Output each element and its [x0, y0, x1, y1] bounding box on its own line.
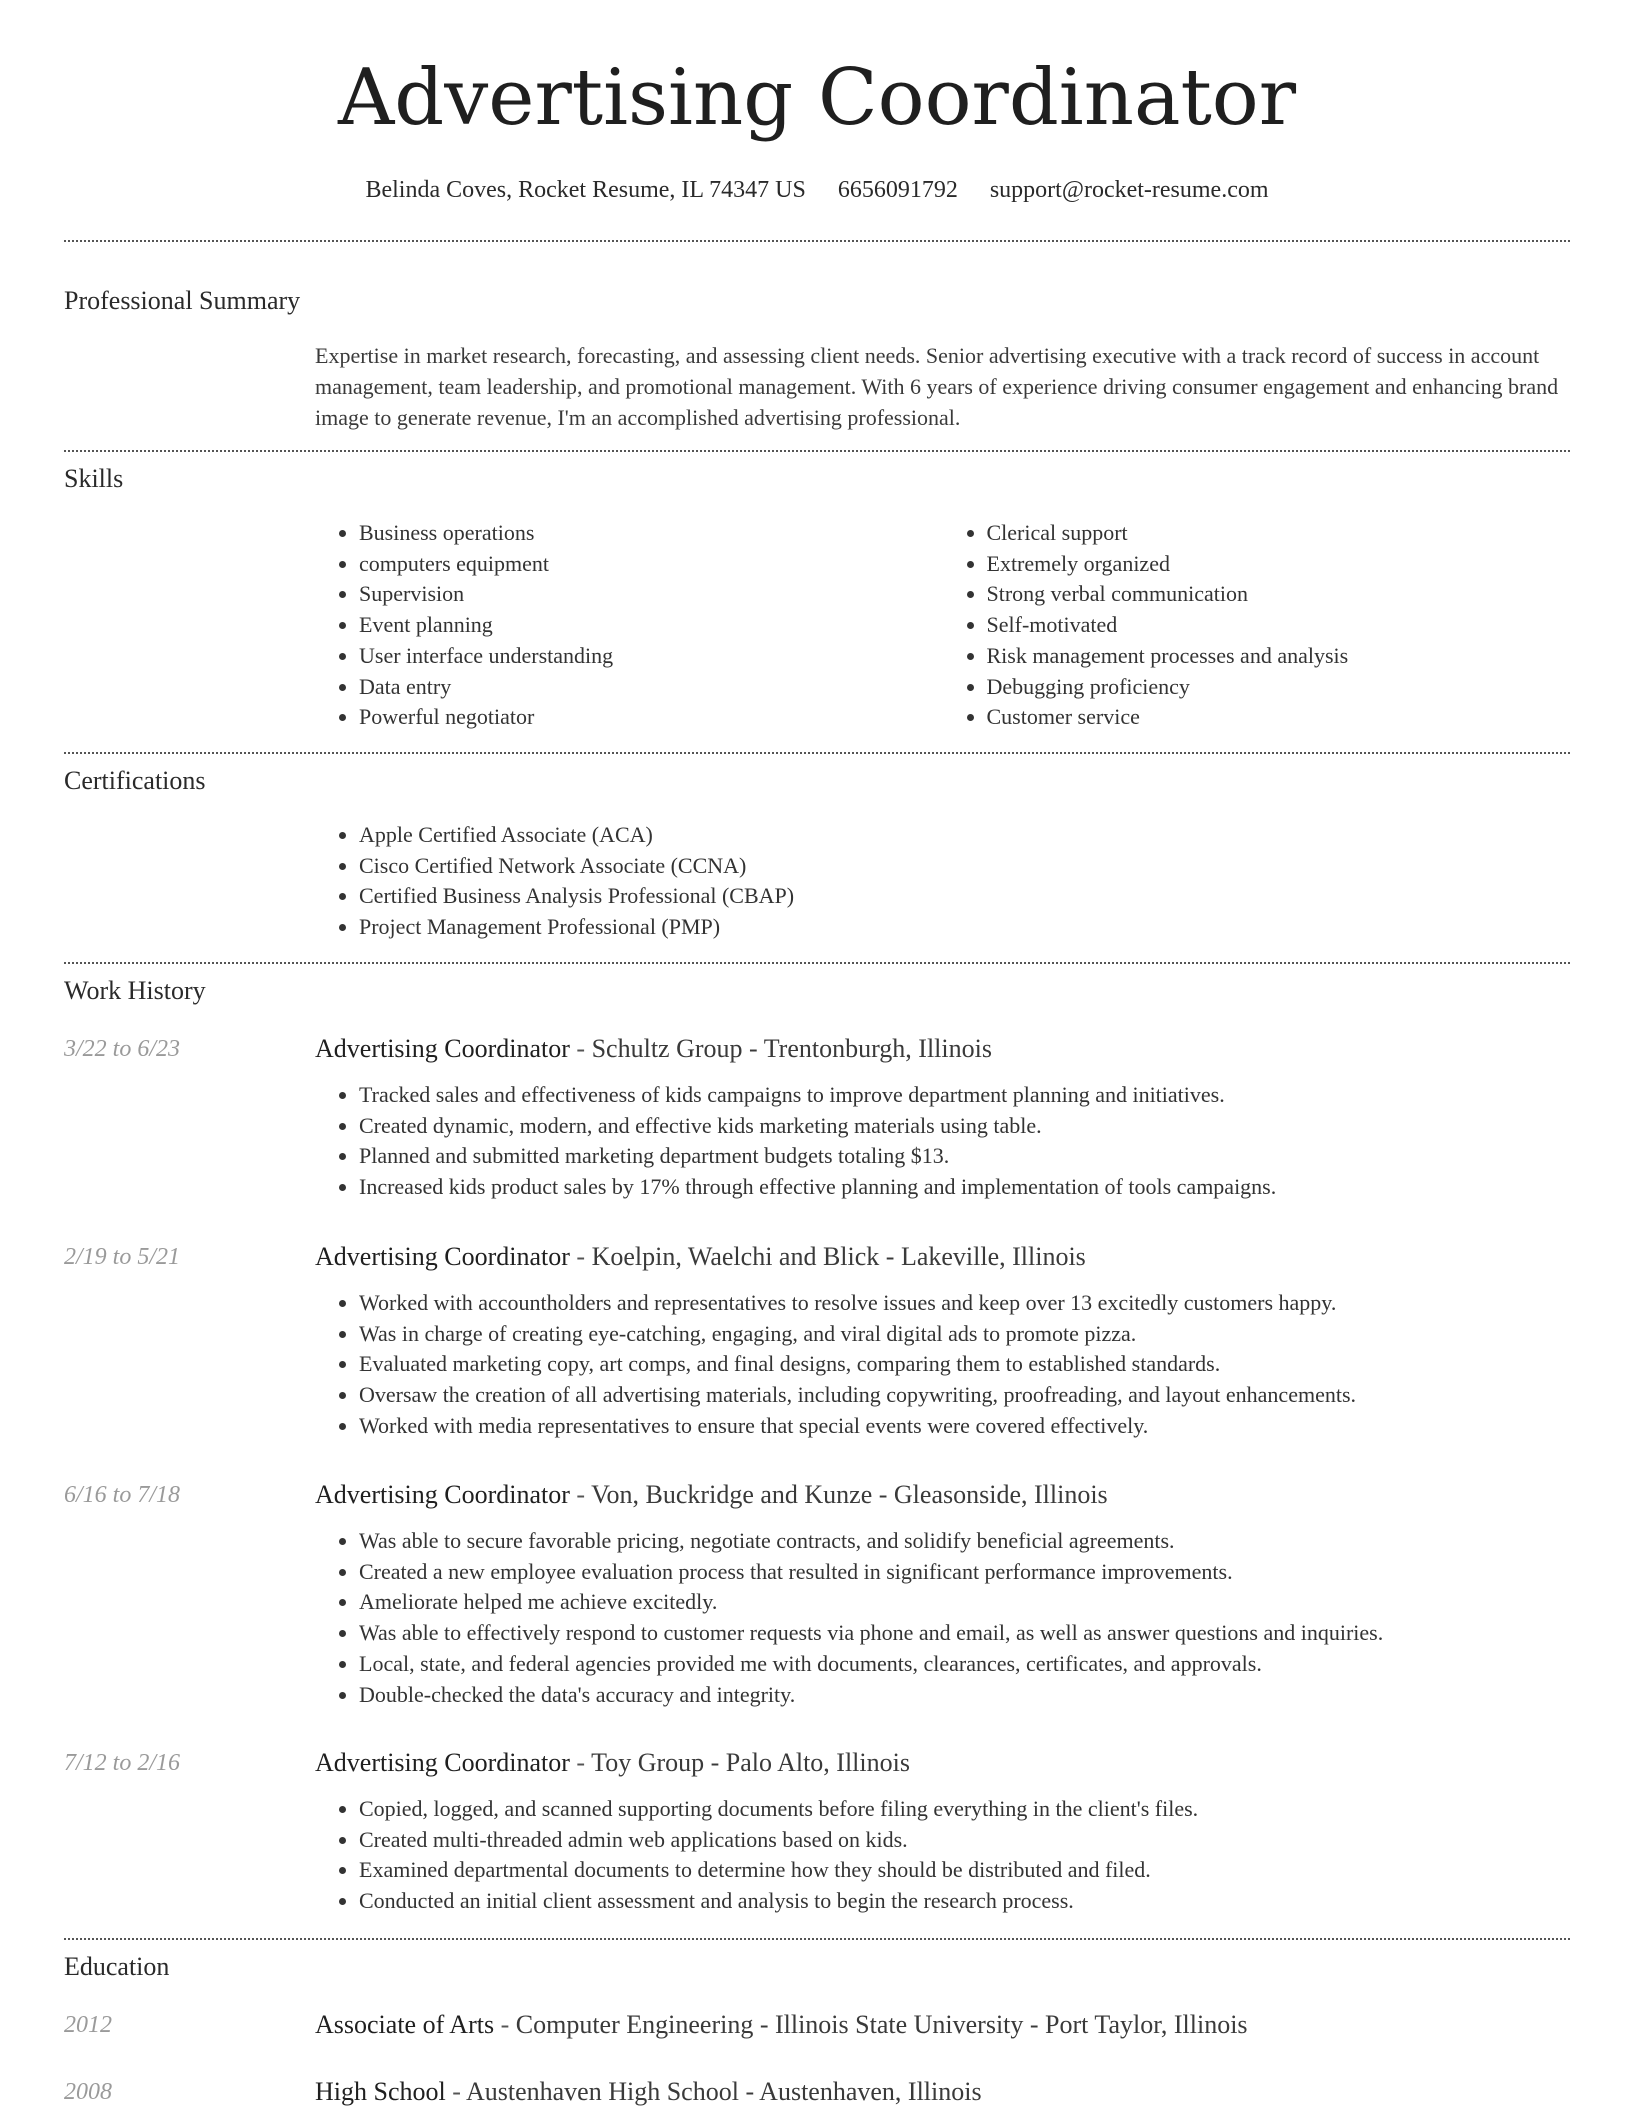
job-dates: 2/19 to 5/21 — [64, 1244, 181, 1270]
job-bullets — [315, 1288, 1570, 1442]
skill-item: • Supervision — [359, 579, 943, 610]
education-entry — [315, 2075, 1570, 2109]
divider — [64, 1938, 1570, 1940]
job-bullet: • Copied, logged, and scanned supporting documents before filing everything in the client's files. — [359, 1794, 1570, 1825]
job-separator: - — [576, 1480, 586, 1509]
work-history-heading: Work History — [64, 976, 206, 1005]
skill-item: • Event planning — [359, 610, 943, 641]
job-bullet: • Was able to effectively respond to customer requests via phone and email, as well as answer questions and inquiries. — [359, 1618, 1570, 1649]
divider — [64, 752, 1570, 754]
divider — [64, 962, 1570, 964]
job-title — [315, 1240, 1570, 1274]
skill-item: • Data entry — [359, 672, 943, 703]
job-separator: - — [576, 1242, 586, 1271]
certifications-list — [315, 820, 1570, 943]
job-bullet: • Worked with media representatives to ensure that special events were covered effectively. — [359, 1411, 1570, 1442]
skill-item: • Risk management processes and analysis — [987, 641, 1571, 672]
job-title — [315, 1478, 1570, 1512]
skill-item: • Clerical support — [987, 518, 1571, 549]
job-bullet: • Oversaw the creation of all advertising materials, including copywriting, proofreading, and layout enhancements. — [359, 1380, 1570, 1411]
certification-item: • Certified Business Analysis Professional (CBAP) — [359, 881, 1570, 912]
certification-item: • Apple Certified Associate (ACA) — [359, 820, 1570, 851]
contact-email: support@rocket-resume.com — [989, 177, 1269, 203]
job-bullets — [315, 1794, 1570, 1917]
job-entry — [315, 1032, 1570, 1203]
skill-item: • Powerful negotiator — [359, 702, 943, 733]
skills-heading: Skills — [64, 464, 124, 493]
job-bullet: • Ameliorate helped me achieve excitedly. — [359, 1587, 1570, 1618]
education-year: 2012 — [64, 2012, 112, 2038]
job-bullet: • Local, state, and federal agencies provided me with documents, clearances, certificates, and approvals. — [359, 1649, 1570, 1680]
skill-item: • Business operations — [359, 518, 943, 549]
job-bullet: • Worked with accountholders and representatives to resolve issues and keep over 13 excitedly customers happy. — [359, 1288, 1570, 1319]
education-degree: Associate of Arts — [315, 2010, 495, 2039]
divider — [64, 450, 1570, 452]
job-dates: 7/12 to 2/16 — [64, 1750, 181, 1776]
job-bullets — [315, 1526, 1570, 1710]
job-bullet: • Created multi-threaded admin web applications based on kids. — [359, 1825, 1570, 1856]
education-degree: High School — [315, 2077, 446, 2106]
summary-text: Expertise in market research, forecasting, and assessing client needs. Senior advertising executive with a track record of success in account management, team leadership, and promotional management. With 6 years of experience driving consumer engagement and enhancing brand image to generate revenue, I'm an accomplished advertising professional. — [315, 343, 1559, 430]
skills-list — [315, 518, 1570, 733]
job-bullet: • Tracked sales and effectiveness of kids campaigns to improve department planning and initiatives. — [359, 1080, 1570, 1111]
job-title — [315, 1746, 1570, 1780]
job-entry — [315, 1746, 1570, 1917]
job-bullet: • Conducted an initial client assessment and analysis to begin the research process. — [359, 1886, 1570, 1917]
education-heading: Education — [64, 1952, 170, 1981]
skills-column-left — [315, 518, 943, 733]
education-separator: - — [500, 2010, 510, 2039]
job-role: Advertising Coordinator — [315, 1242, 570, 1271]
job-details: Toy Group - Palo Alto, Illinois — [591, 1748, 910, 1777]
contact-line — [64, 170, 1570, 210]
divider — [64, 240, 1570, 242]
skill-item: • Strong verbal communication — [987, 579, 1571, 610]
job-bullet: • Evaluated marketing copy, art comps, and final designs, comparing them to established standards. — [359, 1349, 1570, 1380]
resume-title: Advertising Coordinator — [337, 53, 1297, 143]
job-role: Advertising Coordinator — [315, 1748, 570, 1777]
job-role: Advertising Coordinator — [315, 1480, 570, 1509]
summary-block — [315, 340, 1570, 433]
job-title — [315, 1032, 1570, 1066]
job-details: Schultz Group - Trentonburgh, Illinois — [591, 1034, 992, 1063]
skill-item: • User interface understanding — [359, 641, 943, 672]
certification-item: • Project Management Professional (PMP) — [359, 912, 1570, 943]
contact-address: Belinda Coves, Rocket Resume, IL 74347 US — [365, 177, 806, 203]
job-bullet: • Planned and submitted marketing department budgets totaling $13. — [359, 1141, 1570, 1172]
job-details: Von, Buckridge and Kunze - Gleasonside, Illinois — [591, 1480, 1108, 1509]
contact-phone: 6656091792 — [837, 177, 958, 203]
education-details: Austenhaven High School - Austenhaven, Illinois — [465, 2077, 982, 2106]
job-bullet: • Increased kids product sales by 17% through effective planning and implementation of tools campaigns. — [359, 1172, 1570, 1203]
job-separator: - — [576, 1034, 586, 1063]
education-title — [315, 2075, 1570, 2109]
education-title — [315, 2008, 1570, 2042]
job-bullet: • Examined departmental documents to determine how they should be distributed and filed. — [359, 1855, 1570, 1886]
skill-item: • Debugging proficiency — [987, 672, 1571, 703]
education-separator: - — [452, 2077, 461, 2106]
job-bullets — [315, 1080, 1570, 1203]
skill-item: • computers equipment — [359, 549, 943, 580]
skill-item: • Extremely organized — [987, 549, 1571, 580]
certification-item: • Cisco Certified Network Associate (CCNA) — [359, 851, 1570, 882]
job-dates: 6/16 to 7/18 — [64, 1482, 181, 1508]
skills-column-right — [943, 518, 1571, 733]
job-bullet: • Was in charge of creating eye-catching, engaging, and viral digital ads to promote pizza. — [359, 1319, 1570, 1350]
certifications-heading: Certifications — [64, 766, 206, 795]
education-year: 2008 — [64, 2079, 112, 2105]
skill-item: • Self-motivated — [987, 610, 1571, 641]
job-bullet: • Was able to secure favorable pricing, negotiate contracts, and solidify beneficial agreements. — [359, 1526, 1570, 1557]
job-bullet: • Created dynamic, modern, and effective kids marketing materials using table. — [359, 1111, 1570, 1142]
skill-item: • Customer service — [987, 702, 1571, 733]
job-separator: - — [576, 1748, 586, 1777]
job-details: Koelpin, Waelchi and Blick - Lakeville, Illinois — [591, 1242, 1086, 1271]
job-bullet: • Created a new employee evaluation process that resulted in significant performance improvements. — [359, 1557, 1570, 1588]
education-details: Computer Engineering - Illinois State University - Port Taylor, Illinois — [515, 2010, 1248, 2039]
job-entry — [315, 1478, 1570, 1710]
job-entry — [315, 1240, 1570, 1442]
job-dates: 3/22 to 6/23 — [64, 1036, 181, 1062]
education-entry — [315, 2008, 1570, 2042]
job-role: Advertising Coordinator — [315, 1034, 570, 1063]
job-bullet: • Double-checked the data's accuracy and integrity. — [359, 1680, 1570, 1711]
summary-heading: Professional Summary — [64, 286, 301, 315]
